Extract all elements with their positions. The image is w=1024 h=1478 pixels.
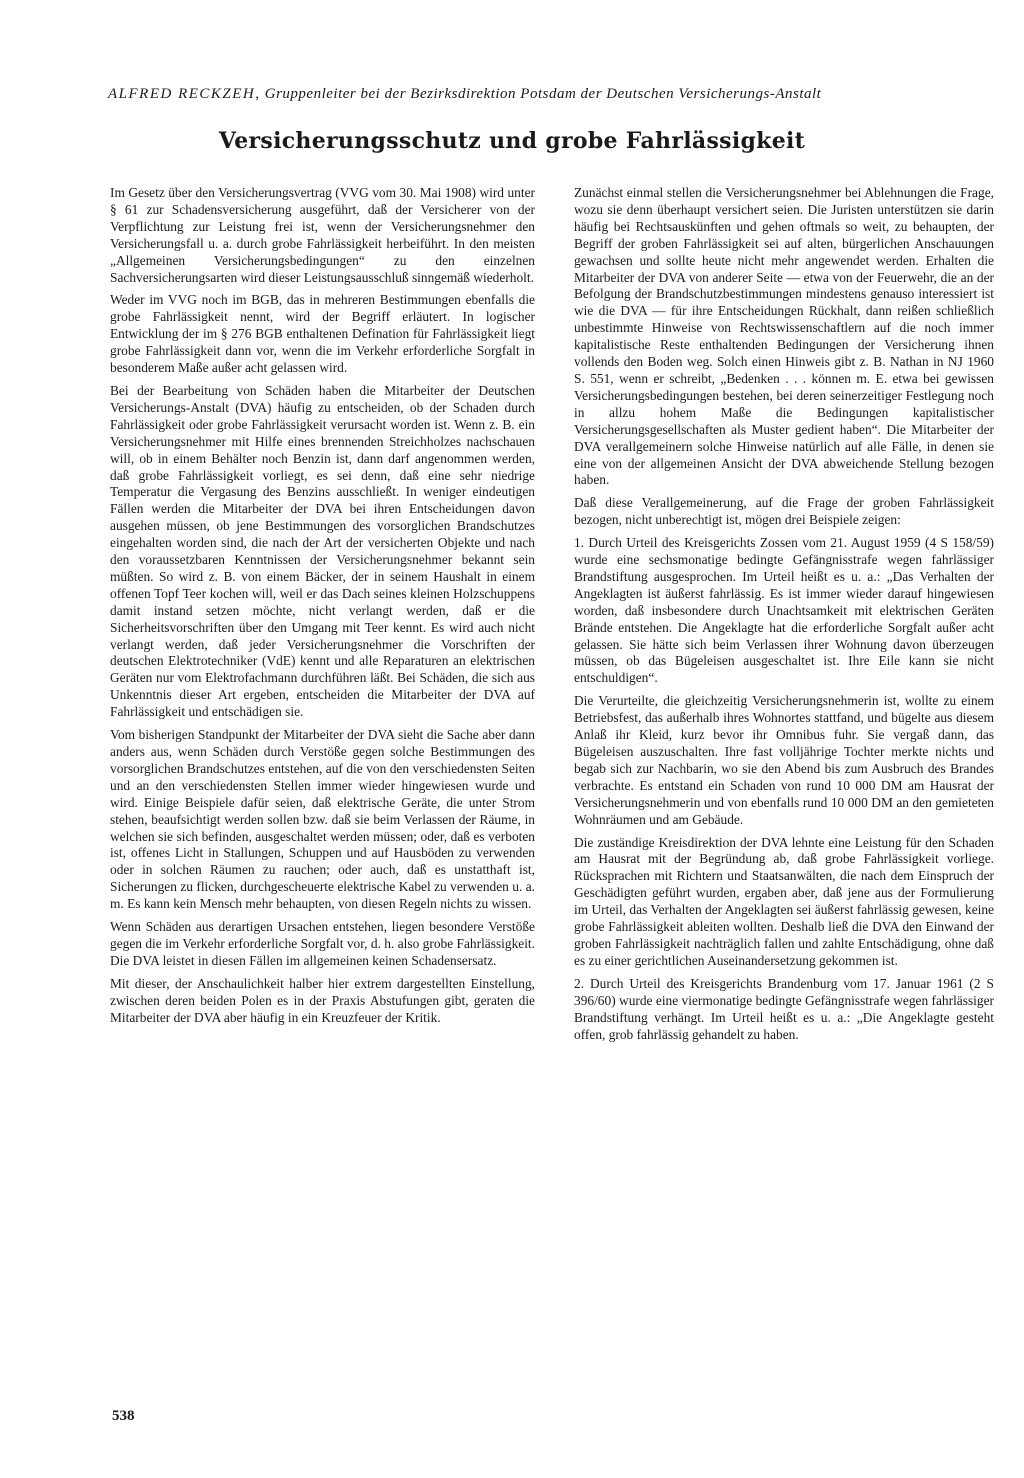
page-number: 538 xyxy=(112,1408,135,1424)
paragraph: Vom bisherigen Standpunkt der Mitarbeiter der DVA sieht die Sache aber dann anders aus, wenn Schäden durch Verstöße gegen solche Bestimmungen des vorsorglichen Brandschutzes entstehen, auf die von den verschiedensten Seiten und an den verschiedensten Stellen immer wieder hingewiesen wurde und wird. Einige Beispiele dafür seien, daß elektrische Geräte, die unter Strom stehen, beaufsichtigt werden sollen bzw. daß sie beim Verlassen der Räume, in welchen sie sich befinden, ausgeschaltet werden müssen; oder, daß es verboten ist, offenes Licht in Stallungen, Schuppen und auf Hausböden zu verwenden oder in solchen Räumen zu rauchen; oder auch, daß es unstatthaft ist, Sicherungen zu flicken, durchgescheuerte elektrische Kabel zu verwenden u. a. m. Es kann kein Mensch mehr behaupten, von diesen Regeln nichts zu wissen. xyxy=(110,727,535,912)
paragraph: 2. Durch Urteil des Kreisgerichts Brandenburg vom 17. Januar 1961 (2 S 396/60) wurde eine viermonatige bedingte Gefängnisstrafe wegen fahrlässiger Brandstiftung verhängt. Im Urteil heißt es u. a.: „Die Angeklagte gesteht offen, grob fahrlässig gehandelt zu haben. xyxy=(574,975,994,1042)
paragraph: Zunächst einmal stellen die Versicherungsnehmer bei Ablehnungen die Frage, wozu sie denn überhaupt versichert seien. Die Juristen unterstützen sie darin häufig bei Rechtsauskünften und gehen oftmals so weit, zu behaupten, der Begriff der groben Fahrlässigkeit sei auf alten, bürgerlichen Anschauungen gewachsen und sollte heute nicht mehr angewendet werden. Erhalten die Mitarbeiter der DVA von anderer Seite — etwa von der Feuerwehr, die an der Befolgung der Brandschutzbestimmungen mindestens genauso interessiert ist wie die DVA — für ihre Entscheidungen Rückhalt, dann reißen schließlich unbestimmte Hinweise von Rechtswissenschaftlern auf die noch immer kapitalistische Reste enthaltenden Bedingungen der Versicherung ihnen vollends den Boden weg. Solch einen Hinweis gibt z. B. Nathan in NJ 1960 S. 551, wenn er schreibt, „Bedenken . . . können m. E. etwa bei gewissen Versicherungsbedingungen bestehen, bei deren seinerzeitiger Festlegung noch in allzu hohem Maße die Bedingungen kapitalistischer Versicherungsgesellschaften als Muster gedient haben“. Die Mitarbeiter der DVA verallgemeinern solche Hinweise natürlich auf alle Fälle, in denen sie eine von der allgemeinen Ansicht der DVA abweichende Stellung bezogen haben. xyxy=(574,185,994,488)
article-title: Versicherungsschutz und grobe Fahrlässigkeit xyxy=(218,128,806,154)
paragraph: Die zuständige Kreisdirektion der DVA lehnte eine Leistung für den Schaden am Hausrat mit der Begründung ab, daß grobe Fahrlässigkeit vorliege. Rücksprachen mit Richtern und Staatsanwälten, die nach dem Einspruch der Geschädigten geführt wurden, ergaben aber, daß jene aus der Formulierung im Urteil, das Verhalten der Angeklagten sei äußerst fahrlässig gewesen, keine grobe Fahrlässigkeit ableiten wollten. Deshalb ließ die DVA den Einwand der groben Fahrlässigkeit nachträglich fallen und zahlte Entschädigung, ohne daß es zu einer gerichtlichen Auseinandersetzung gekommen ist. xyxy=(574,834,994,968)
byline xyxy=(108,86,938,103)
paragraph: Weder im VVG noch im BGB, das in mehreren Bestimmungen ebenfalls die grobe Fahrlässigkeit nennt, wird der Begriff erläutert. In logischer Entwicklung der im § 276 BGB enthaltenen Defination für Fahrlässigkeit liegt grobe Fahrlässigkeit dann vor, wenn die im Verkehr erforderliche Sorgfalt in besonderem Maße außer acht gelassen wird. xyxy=(110,292,535,376)
author-name: ALFRED RECKZEH, xyxy=(108,86,261,102)
paragraph: Die Verurteilte, die gleichzeitig Versicherungsnehmerin ist, wollte zu einem Betriebsfest, das außerhalb ihres Wohnortes stattfand, und bügelte aus diesem Anlaß ihr Kleid, kurz bevor ihr Omnibus fuhr. Sie vergaß dann, das Bügeleisen auszuschalten. Ihre fast volljährige Tochter merkte nichts und begab sich zur Nachbarin, wo sie den Abend bis zum Ausbruch des Brandes verbrachte. Es entstand ein Schaden von rund 10 000 DM am Hausrat der Versicherungsnehmerin und von ebenfalls rund 10 000 DM an den gemieteten Wohnräumen und am Gebäude. xyxy=(574,693,994,827)
right-column xyxy=(574,185,994,1049)
paragraph: Im Gesetz über den Versicherungsvertrag (VVG vom 30. Mai 1908) wird unter § 61 zur Schadensversicherung ausgeführt, daß der Versicherer von der Verpflichtung zur Leistung frei ist, wenn der Versicherungsnehmer den Versicherungsfall u. a. durch grobe Fahrlässigkeit herbeiführt. In den meisten „Allgemeinen Versicherungsbedingungen“ zu den einzelnen Sachversicherungsarten wird dieser Leistungsausschluß sinngemäß wiederholt. xyxy=(110,185,535,285)
paragraph: Mit dieser, der Anschaulichkeit halber hier extrem dargestellten Einstellung, zwischen deren beiden Polen es in der Praxis Abstufungen gibt, geraten die Mitarbeiter der DVA aber häufig in ein Kreuzfeuer der Kritik. xyxy=(110,975,535,1025)
paragraph: Wenn Schäden aus derartigen Ursachen entstehen, liegen besondere Verstöße gegen die im Verkehr erforderliche Sorgfalt vor, d. h. also grobe Fahrlässigkeit. Die DVA leistet in diesen Fällen im allgemeinen keinen Schadensersatz. xyxy=(110,919,535,968)
author-role: Gruppenleiter bei der Bezirksdirektion Potsdam der Deutschen Versicherungs-Anstalt xyxy=(264,86,822,102)
paragraph: Bei der Bearbeitung von Schäden haben die Mitarbeiter der Deutschen Versicherungs-Anstalt (DVA) häufig zu entscheiden, ob der Schaden durch Fahrlässigkeit oder grobe Fahrlässigkeit verursacht worden ist. Wenn z. B. ein Versicherungsnehmer mit Hilfe eines brennenden Streichholzes nachschauen will, ob in einem Behälter noch Benzin ist, dann darf angenommen werden, daß grobe Fahrlässigkeit vorliegt, es sei denn, daß eine sehr niedrige Temperatur die Vergasung des Benzins ausschließt. In weniger eindeutigen Fällen werden die Mitarbeiter der DVA bei ihren Entscheidungen davon ausgehen müssen, ob jene Bestimmungen des vorsorglichen Brandschutzes eingehalten worden sind, die nach der Art der versicherten Objekte und nach den voraussetzbaren Kenntnissen der Versicherungsnehmer bekannt sein müßten. So wird z. B. von einem Bäcker, der in seinem Haushalt in einem offenen Topf Teer kochen will, weil er das Dach seines kleinen Holzschuppens damit instand setzen möchte, nicht verlangt werden, daß er die Sicherheitsvorschriften über den Umgang mit Teer kennt. Es wird auch nicht verlangt werden, daß jeder Versicherungsnehmer die Vorschriften der deutschen Elektrotechniker (VdE) kennt und alle Reparaturen an elektrischen Geräten nur vom Elektrofachmann durchführen läßt. Bei Schäden, die sich aus Unkenntnis dieser Art ergeben, entscheiden die Mitarbeiter der DVA auf Fahrlässigkeit und entschädigen sie. xyxy=(110,382,535,720)
paragraph: Daß diese Verallgemeinerung, auf die Frage der groben Fahrlässigkeit bezogen, nicht unberechtigt ist, mögen drei Beispiele zeigen: xyxy=(574,495,994,528)
paragraph: 1. Durch Urteil des Kreisgerichts Zossen vom 21. August 1959 (4 S 158/59) wurde eine sechsmonatige bedingte Gefängnisstrafe wegen fahrlässiger Brandstiftung ausgesprochen. Im Urteil heißt es u. a.: „Das Verhalten der Angeklagten ist äußerst fahrlässig. Es ist immer wieder darauf hingewiesen worden, daß insbesondere durch Unachtsamkeit mit elektrischen Geräten Brände entstehen. Die Angeklagte hat die erforderliche Sorgfalt außer acht gelassen. Sie hätte sich beim Verlassen ihrer Wohnung davon überzeugen müssen, ob das Bügeleisen ausgeschaltet ist. Ihre Eile kann sie nicht entschuldigen“. xyxy=(574,535,994,686)
left-column xyxy=(110,185,535,1033)
